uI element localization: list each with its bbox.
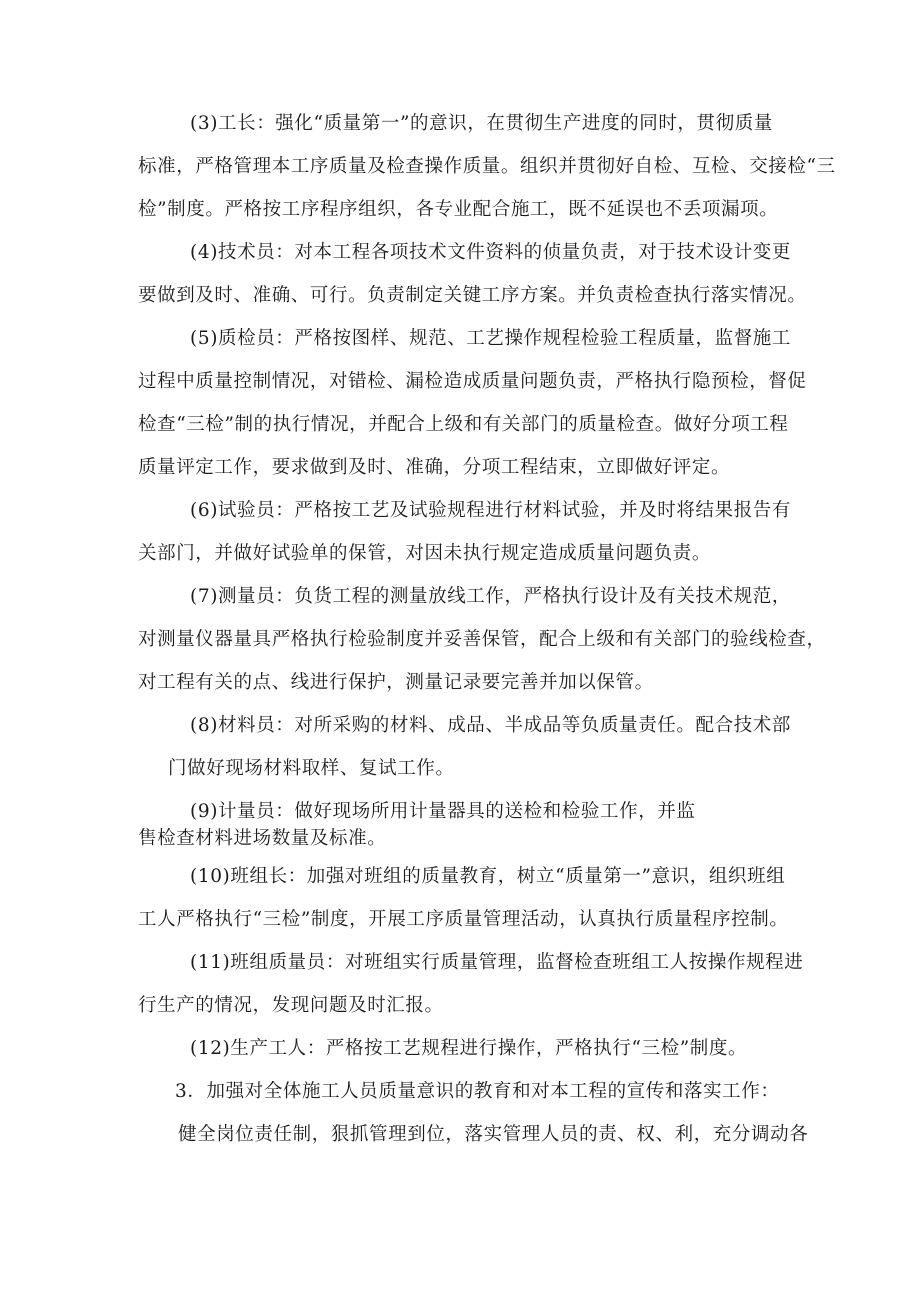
paragraph-12-line-1: (12)生产工人：严格按工艺规程进行操作，严格执行“三检”制度。 [190, 1038, 748, 1059]
paragraph-11-line-2: 行生产的情况，发现问题及时汇报。 [138, 995, 444, 1016]
paragraph-7-line-3: 对工程有关的点、线进行保护，测量记录要完善并加以保管。 [138, 672, 654, 693]
paragraph-5-line-2: 过程中质量控制情况，对错检、漏检造成质量问题负责，严格执行隐预检，督促 [138, 371, 807, 392]
paragraph-9-line-1: (9)计量员：做好现场所用计量器具的送检和检验工作，并监 [190, 801, 696, 822]
paragraph-3-line-2: 标准，严格管理本工序质量及检查操作质量。组织并贯彻好自检、互检、交接检“三 [138, 156, 836, 177]
paragraph-11-line-1: (11)班组质量员：对班组实行质量管理，监督检查班组工人按操作规程进 [190, 952, 804, 973]
paragraph-3-line-3: 检”制度。严格按工序程序组织，各专业配合施工，既不延误也不丢项漏项。 [138, 199, 779, 220]
paragraph-5-line-1: (5)质检员：严格按图样、规范、工艺操作规程检验工程质量，监督施工 [190, 328, 792, 349]
paragraph-8-line-2: 门做好现场材料取样、复试工作。 [168, 758, 455, 779]
paragraph-5-line-4: 质量评定工作，要求做到及时、准确，分项工程结束，立即做好评定。 [138, 457, 731, 478]
paragraph-4-line-2: 要做到及时、准确、可行。负责制定关键工序方案。并负责检查执行落实情况。 [138, 285, 807, 306]
section-3-heading: 3．加强对全体施工人员质量意识的教育和对本工程的宣传和落实工作： [175, 1081, 780, 1102]
paragraph-9-line-2: 售检查材料进场数量及标准。 [138, 828, 387, 849]
paragraph-6-line-1: (6)试验员：严格按工艺及试验规程进行材料试验，并及时将结果报告有 [190, 500, 792, 521]
paragraph-6-line-2: 关部门，并做好试验单的保管，对因未执行规定造成质量问题负责。 [138, 543, 712, 564]
paragraph-8-line-1: (8)材料员：对所采购的材料、成品、半成品等负质量责任。配合技术部 [190, 715, 792, 736]
paragraph-3-line-1: (3)工长：强化“质量第一”的意识，在贯彻生产进度的同时，贯彻质量 [190, 113, 773, 134]
paragraph-7-line-1: (7)测量员：负货工程的测量放线工作，严格执行设计及有关技术规范， [190, 586, 792, 607]
section-3-line-1: 健全岗位责任制，狠抓管理到位，落实管理人员的责、权、利，充分调动各 [178, 1124, 809, 1145]
paragraph-7-line-2: 对测量仪器量具严格执行检验制度并妥善保管，配合上级和有关部门的验线检查， [138, 629, 826, 650]
paragraph-4-line-1: (4)技术员：对本工程各项技术文件资料的侦量负责，对于技术设计变更 [190, 242, 792, 263]
paragraph-5-line-3: 检查“三检”制的执行情况，并配合上级和有关部门的质量检查。做好分项工程 [138, 414, 789, 435]
paragraph-10-line-1: (10)班组长：加强对班组的质量教育，树立“质量第一”意识，组织班组 [190, 866, 786, 887]
paragraph-10-line-2: 工人严格执行“三检”制度，开展工序质量管理活动，认真执行质量程序控制。 [138, 909, 789, 930]
